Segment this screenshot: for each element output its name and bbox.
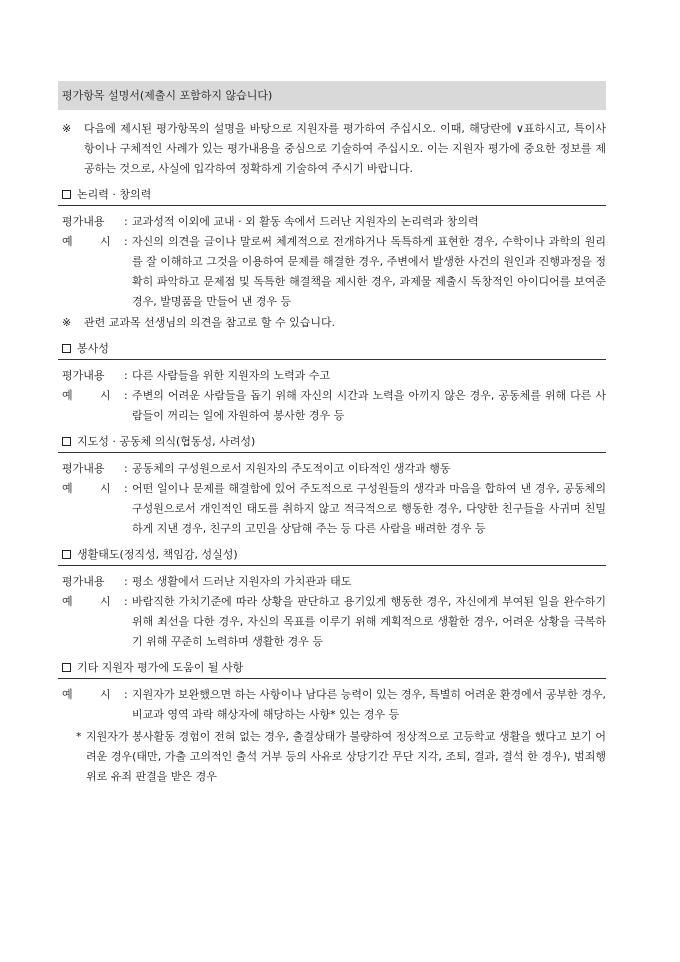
content-text: 공동체의 구성원으로서 지원자의 주도적이고 이타적인 생각과 행동 [132,462,451,475]
example-label-2: 시 [100,688,111,701]
colon: : [124,215,128,228]
colon: : [124,462,128,475]
content-label: 평가내용 [62,215,105,228]
section-note [58,313,606,333]
page-title: 평가항목 설명서(제출시 포함하지 않습니다) [58,81,606,110]
example-label-1: 예 [62,688,73,701]
content-label: 평가내용 [62,575,105,588]
section-header-service [58,337,606,360]
section-header-other [58,656,606,679]
colon: : [124,369,128,382]
checkbox-service[interactable] [62,344,71,353]
example-label-1: 예 [62,389,73,402]
example-text: 자신의 의견을 글이나 말로써 체계적으로 전개하거나 독특하게 표현한 경우, 수학이나 과학의 원리를 잘 이해하고 그것을 이용하여 문제를 해결한 경우, 주변에서 발생한 사건의 원인과 진행과정을 정확히 파악하고 문제점 및 독특한 해결책을 제시한 경우, 과제물 제출시 독창적인 아이디어를 보여준 경우, 발명품을 만들어 낸 경우 등 [132,235,606,308]
content-label: 평가내용 [62,369,105,382]
checkbox-logic-creativity[interactable] [62,190,71,199]
checkbox-leadership[interactable] [62,437,71,446]
colon: : [124,482,128,495]
section-title: 봉사성 [77,342,109,355]
section-header-logic-creativity [58,183,606,206]
section-header-attitude [58,543,606,566]
section-title: 논리력 · 창의력 [77,188,152,201]
colon: : [124,235,128,248]
notice-text: 다음에 제시된 평가항목의 설명을 바탕으로 지원자를 평가하여 주십시오. 이때, 해당란에 ∨표하시고, 특이사항이나 구체적인 사례가 있는 평가내용을 중심으로 기술하여 주십시오. 이는 지원자 평가에 중요한 정보를 제공하는 것으로, 사실에 입각하여 정확하게 기술하여 주시기 바랍니다. [84,122,606,175]
reference-mark: ※ [62,316,72,329]
example-text: 바람직한 가치기준에 따라 상황을 판단하고 용기있게 행동한 경우, 자신에게 부여된 일을 완수하기 위해 최선을 다한 경우, 자신의 목표를 이루기 위해 계획적으로 생활한 경우, 어려운 상황을 극복하기 위해 꾸준히 노력하며 생활한 경우 등 [132,595,606,648]
colon: : [124,389,128,402]
content-label: 평가내용 [62,462,105,475]
section-body-attitude [58,572,606,652]
example-label-2: 시 [100,235,111,248]
example-label-2: 시 [100,389,111,402]
checkbox-attitude[interactable] [62,550,71,559]
content-text: 교과성적 이외에 교내 · 외 활동 속에서 드러난 지원자의 논리력과 창의력 [132,215,479,228]
section-body-leadership [58,459,606,539]
reference-mark: ※ [62,122,72,135]
content-text: 다른 사람들을 위한 지원자의 노력과 수고 [132,369,331,382]
colon: : [124,688,128,701]
section-title: 생활태도(정직성, 책임감, 성실성) [77,548,238,561]
example-label-1: 예 [62,235,73,248]
example-label-2: 시 [100,482,111,495]
section-body-service [58,366,606,426]
section-title: 기타 지원자 평가에 도움이 될 사항 [77,661,244,674]
colon: : [124,595,128,608]
footnote-mark: * [76,730,82,743]
section-body-other [58,685,606,787]
example-text: 어떤 일이나 문제를 해결함에 있어 주도적으로 구성원들의 생각과 마음을 합하여 낸 경우, 공동체의 구성원으로서 개인적인 태도를 취하지 않고 적극적으로 행동한 경우, 다양한 친구들을 사귀며 친밀하게 지낸 경우, 친구의 고민을 상담해 주는 등 다른 사람을 배려한 경우 등 [132,482,606,535]
notice [58,119,606,179]
example-text: 지원자가 보완했으면 하는 사항이나 남다른 능력이 있는 경우, 특별히 어려운 환경에서 공부한 경우, 비교과 영역 과락 해상자에 해당하는 사항* 있는 경우 등 [132,688,606,721]
note-text: 관련 교과목 선생님의 의견을 참고로 할 수 있습니다. [84,316,336,329]
footnote-text: 지원자가 봉사활동 경험이 전혀 없는 경우, 출결상태가 불량하여 정상적으로 고등학교 생활을 했다고 보기 어려운 경우(태만, 가출 고의적인 출석 거부 등의 사유로 상당기간 무단 지각, 조퇴, 결과, 결석 한 경우), 범죄행위로 유죄 판결을 받은 경우 [86,730,606,783]
colon: : [124,575,128,588]
content-text: 평소 생활에서 드러난 지원자의 가치관과 태도 [132,575,352,588]
section-body-logic-creativity [58,212,606,333]
example-label-1: 예 [62,482,73,495]
footnote [58,727,606,787]
evaluation-guide [58,81,606,787]
section-header-leadership [58,430,606,453]
example-text: 주변의 어려운 사람들을 돕기 위해 자신의 시간과 노력을 아끼지 않은 경우, 공동체를 위해 다른 사람들이 꺼리는 일에 자원하여 봉사한 경우 등 [132,389,606,422]
example-label-1: 예 [62,595,73,608]
checkbox-other[interactable] [62,663,71,672]
example-label-2: 시 [100,595,111,608]
section-title: 지도성 · 공동체 의식(협동성, 사려성) [77,435,256,448]
